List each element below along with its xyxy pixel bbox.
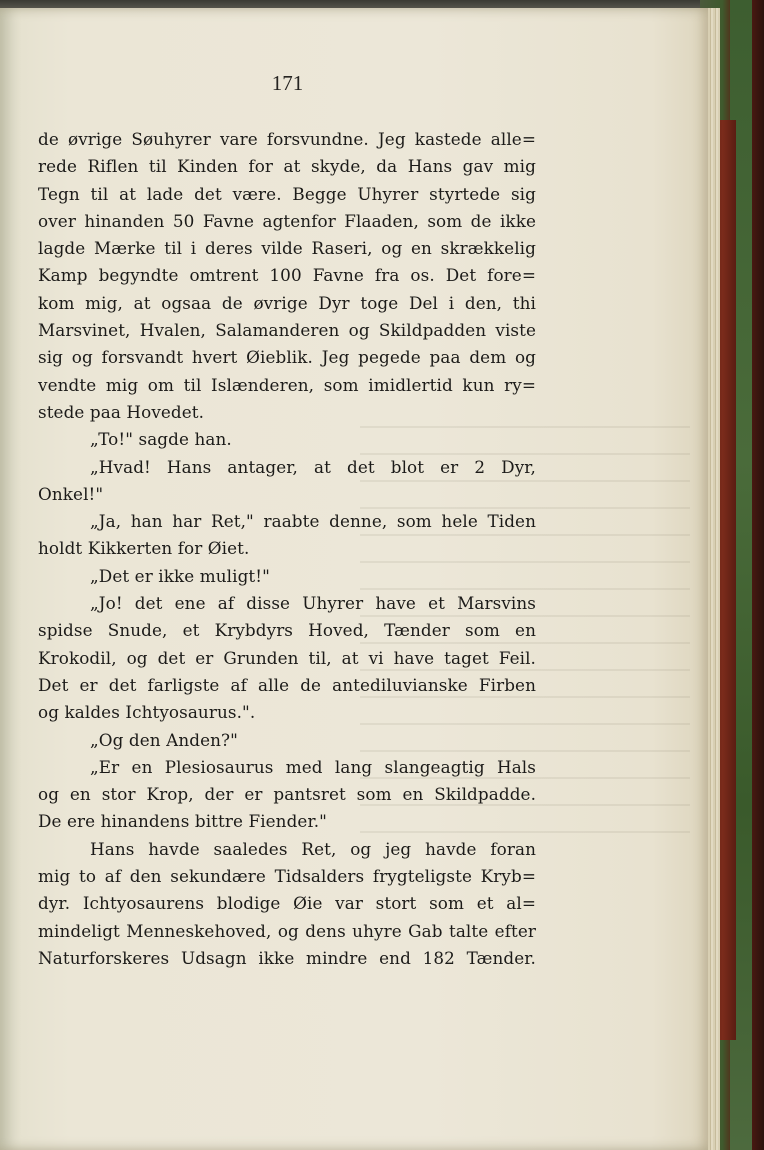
text-line: Tegn til at lade det være. Begge Uhyrer styrtede sig: [38, 183, 536, 204]
text-line: mindeligt Menneskehoved, og dens uhyre Gab talte efter: [38, 920, 536, 941]
text-line: Onkel!": [38, 483, 104, 504]
page-number: 171: [271, 71, 304, 95]
text-line: Kamp begyndte omtrent 100 Favne fra os. Det fore=: [38, 265, 536, 286]
text-line: dyr. Ichtyosaurens blodige Øie var stort som et al=: [38, 893, 536, 914]
text-line: De ere hinandens bittre Fiender.": [38, 811, 327, 832]
text-line: rede Riflen til Kinden for at skyde, da Hans gav mig: [38, 156, 536, 177]
text-line: lagde Mærke til i deres vilde Raseri, og en skrækkelig: [38, 238, 536, 259]
text-line: „Og den Anden?": [90, 729, 238, 750]
text-line: „Er en Plesiosaurus med lang slangeagtig Hals: [90, 756, 536, 777]
text-line: kom mig, at ogsaa de øvrige Dyr toge Del i den, thi: [38, 292, 536, 313]
text-line: de øvrige Søuhyrer vare forsvundne. Jeg kastede alle=: [38, 129, 536, 149]
text-line: vendte mig om til Islænderen, som imidlertid kun ry=: [38, 374, 536, 395]
text-line: sig og forsvandt hvert Øieblik. Jeg pegede paa dem og: [38, 347, 536, 368]
text-line: Krokodil, og det er Grunden til, at vi have taget Feil.: [38, 647, 536, 668]
text-line: Marsvinet, Hvalen, Salamanderen og Skildpadden viste: [38, 320, 536, 341]
text-line: spidse Snude, et Krybdyrs Hoved, Tænder som en: [38, 620, 536, 641]
text-line: „Jo! det ene af disse Uhyrer have et Marsvins: [90, 593, 536, 614]
text-line: og kaldes Ichtyosaurus.".: [38, 702, 256, 723]
text-line: og en stor Krop, der er pantsret som en Skildpadde.: [38, 784, 536, 805]
text-line: mig to af den sekundære Tidsalders frygteligste Kryb=: [38, 866, 536, 887]
text-line: stede paa Hovedet.: [38, 401, 205, 422]
text-line: holdt Kikkerten for Øiet.: [38, 538, 250, 559]
text-line: „To!" sagde han.: [90, 429, 232, 450]
book-page: [0, 8, 708, 1150]
text-line: Naturforskeres Udsagn ikke mindre end 182 Tænder.: [38, 947, 536, 968]
text-line: „Hvad! Hans antager, at det blot er 2 Dyr,: [90, 456, 536, 477]
text-line: Hans havde saaledes Ret, og jeg havde foran: [90, 838, 536, 859]
page-text: [38, 126, 536, 972]
text-line: „Det er ikke muligt!": [90, 565, 270, 586]
text-line: Det er det farligste af alle de antediluvianske Firben: [38, 674, 536, 695]
text-line: over hinanden 50 Favne agtenfor Flaaden, som de ikke: [38, 210, 536, 231]
text-line: „Ja, han har Ret," raabte denne, som hele Tiden: [90, 511, 536, 532]
